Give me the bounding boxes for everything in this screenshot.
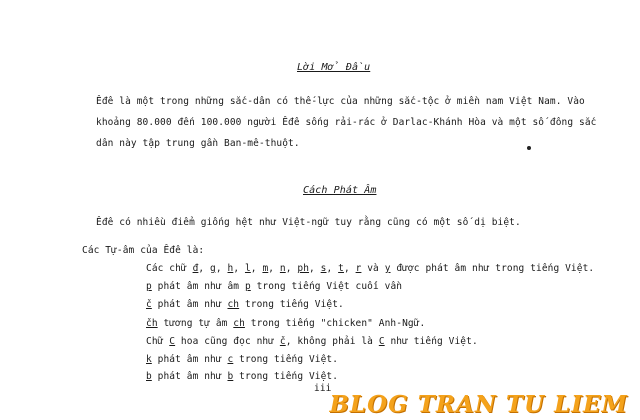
letter: t — [338, 263, 344, 274]
rule-c-caron — [146, 299, 344, 310]
separator: , — [198, 263, 211, 274]
letter: p — [244, 281, 251, 292]
letter: č — [279, 336, 286, 347]
letter: b — [146, 371, 152, 382]
rule-b — [146, 371, 338, 382]
scan-speck — [527, 146, 531, 150]
rule-text: Chữ — [146, 336, 170, 347]
separator: , — [268, 263, 280, 274]
letter: l — [244, 263, 251, 274]
letter: m — [262, 263, 269, 274]
rule-capital-c — [146, 336, 478, 347]
rule-text: phát âm như — [151, 354, 228, 365]
letter: ch — [227, 299, 240, 310]
separator: , — [285, 263, 298, 274]
letter: C — [378, 336, 385, 347]
letter: n — [279, 263, 286, 274]
pronunciation-intro: Êđê có nhiều điểm giống hệt như Việt-ngữ tuy rằng cũng có một số dị biệt. — [96, 217, 521, 228]
rule-text: tương tự âm — [157, 318, 234, 329]
preface-line-2: khoảng 80.000 đến 100.000 người Êđê sống rải-rác ở Darlac-Khánh Hòa và một số đông sắc — [96, 117, 597, 128]
letter: c — [227, 354, 234, 365]
letter: k — [146, 354, 152, 365]
page-number: iii — [314, 383, 332, 394]
rule-text: phát âm như — [151, 371, 228, 382]
separator: , — [250, 263, 263, 274]
letter: čh — [146, 318, 158, 329]
letter: h — [227, 263, 234, 274]
rule-text: hoa cũng đọc như — [175, 336, 280, 347]
letter: s — [320, 263, 327, 274]
rule-text: trong tiếng Việt. — [239, 299, 344, 310]
rule-text: như tiếng Việt. — [384, 336, 478, 347]
preface-line-1: Êđê là một trong những sắc-dân có thế-lực của những sắc-tộc ở miền nam Việt Nam. Vào — [96, 96, 585, 107]
letter: ch — [233, 318, 245, 329]
rule-text: phát âm như âm — [151, 281, 245, 292]
letter: r — [355, 263, 362, 274]
rule-ch-caron — [146, 318, 425, 329]
rule-text: được phát âm như trong tiếng Việt. — [390, 263, 595, 274]
rule-text: , không phải là — [285, 336, 379, 347]
rule-k — [146, 354, 338, 365]
blog-watermark: BLOG TRAN TU LIEM — [329, 391, 628, 418]
vowels-label: Các Tự-âm của Êđê là: — [82, 245, 205, 256]
separator: , — [233, 263, 245, 274]
separator: , — [326, 263, 339, 274]
separator: , — [309, 263, 321, 274]
separator: , — [215, 263, 228, 274]
pronunciation-title: Cách Phát Âm — [303, 185, 377, 196]
rule-text: trong tiếng "chicken" Anh-Ngữ. — [244, 318, 426, 329]
rule-text: phát âm như — [151, 299, 228, 310]
rule-text: trong tiếng Việt. — [233, 354, 339, 365]
rule-text: trong tiếng Việt cuối vần — [250, 281, 403, 292]
letter: č — [146, 299, 152, 310]
letter: y — [384, 263, 391, 274]
preface-line-3: dân này tập trung gần Ban-mê-thuột. — [96, 138, 300, 149]
rule-text: Các chữ — [146, 263, 193, 274]
letter: b — [227, 371, 234, 382]
separator: , — [343, 263, 356, 274]
letter: C — [169, 336, 176, 347]
rule-same-letters — [146, 263, 594, 274]
conjunction: và — [361, 263, 385, 274]
letter: ph — [297, 263, 310, 274]
rule-p — [146, 281, 402, 292]
letter: p — [146, 281, 152, 292]
preface-title: Lời Mở Đầu — [297, 62, 371, 73]
letter: đ — [192, 263, 199, 274]
rule-text: trong tiếng Việt. — [233, 371, 339, 382]
letter: g — [210, 263, 216, 274]
